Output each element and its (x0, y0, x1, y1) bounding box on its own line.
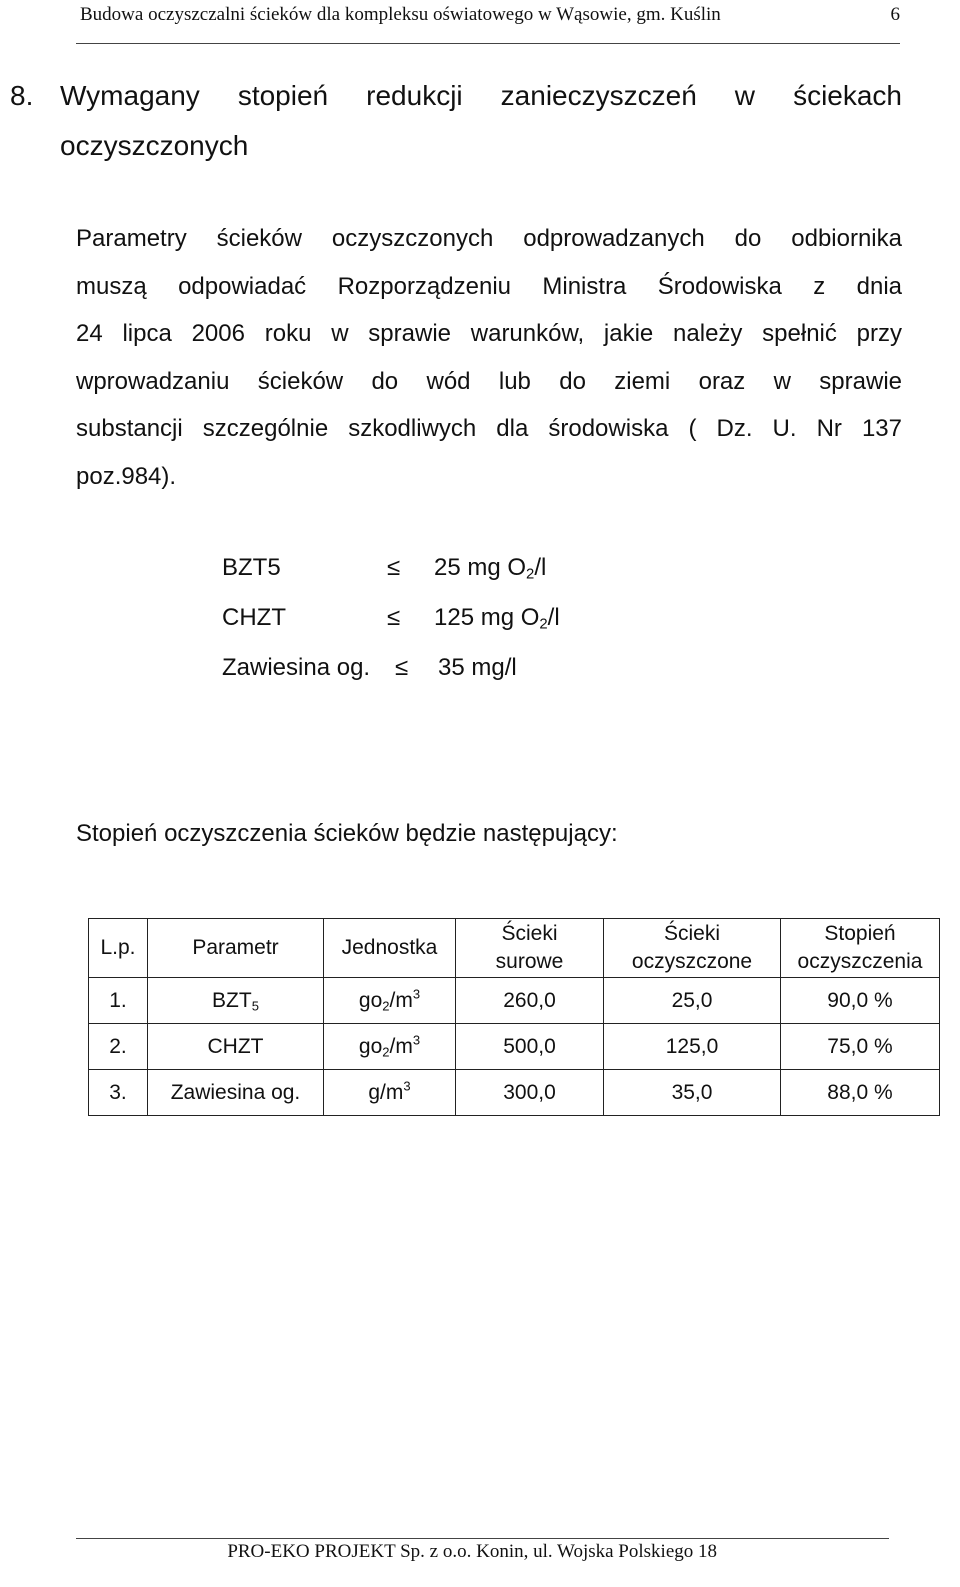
header-stopien-oczyszczenia: Stopień oczyszczenia (781, 919, 940, 978)
header-parametr: Parametr (148, 919, 324, 978)
header-scieki-oczyszczone: Ścieki oczyszczone (604, 919, 781, 978)
cell-parameter: CHZT (148, 1024, 324, 1070)
footer-text: PRO-EKO PROJEKT Sp. z o.o. Konin, ul. Wojska Polskiego 18 (227, 1541, 717, 1562)
section-title-line-1: Wymagany stopień redukcji zanieczyszczeń w ściekach (60, 80, 902, 111)
page-number: 6 (890, 4, 900, 25)
cell-treated: 25,0 (604, 978, 781, 1024)
footer-divider (76, 1538, 889, 1539)
table-row (89, 1070, 940, 1116)
limit-value: 35 mg/l (438, 654, 517, 681)
header-scieki-surowe: Ścieki surowe (456, 919, 604, 978)
cell-unit: $go_2/m^3$ (324, 1024, 456, 1070)
cell-parameter: $BZT_5$ (148, 978, 324, 1024)
table-row (89, 978, 940, 1024)
paragraph-line: muszą odpowiadać Rozporządzeniu Ministra Środowiska z dnia (76, 272, 902, 300)
less-or-equal-symbol: ≤ (395, 654, 409, 681)
limit-name: CHZT (222, 604, 286, 631)
cell-unit: $go_2/m^3$ (324, 978, 456, 1024)
cell-treated: 125,0 (604, 1024, 781, 1070)
regulation-paragraph (76, 215, 902, 500)
limit-name: Zawiesina og. (222, 654, 371, 681)
cell-unit: $g/m^3$ (324, 1070, 456, 1116)
paragraph-line: 24 lipca 2006 roku w sprawie warunków, jakie należy spełnić przy (76, 320, 902, 347)
page-footer (0, 1541, 889, 1563)
less-or-equal-symbol: ≤ (387, 604, 401, 631)
limit-value: 125 mg $O_2/l$ (434, 604, 560, 633)
paragraph-line: wprowadzaniu ścieków do wód lub do ziemi oraz w sprawie (76, 367, 902, 395)
section-number: 8. (10, 80, 34, 111)
cell-degree: 75,0 % (781, 1024, 940, 1070)
cell-degree: 88,0 % (781, 1070, 940, 1116)
header-divider (76, 43, 900, 44)
cell-lp: 2. (89, 1024, 148, 1070)
table-header-row (89, 919, 940, 978)
cell-treated: 35,0 (604, 1070, 781, 1116)
header-jednostka: Jednostka (324, 919, 456, 978)
cell-raw: 300,0 (456, 1070, 604, 1116)
header-lp: L.p. (89, 919, 148, 978)
treatment-table (88, 918, 940, 1116)
paragraph-line: poz.984). (76, 462, 177, 490)
treatment-degree-intro: Stopień oczyszczenia ścieków będzie następujący: (76, 820, 618, 847)
document-title: Budowa oczyszczalni ścieków dla kompleksu oświatowego w Wąsowie, gm. Kuślin (80, 4, 721, 25)
paragraph-line: Parametry ścieków oczyszczonych odprowadzanych do odbiornika (76, 225, 902, 252)
table-row (89, 1024, 940, 1070)
cell-parameter: Zawiesina og. (148, 1070, 324, 1116)
limit-name: BZT5 (222, 554, 281, 581)
cell-degree: 90,0 % (781, 978, 940, 1024)
less-or-equal-symbol: ≤ (387, 554, 401, 581)
paragraph-line: substancji szczególnie szkodliwych dla środowiska ( Dz. U. Nr 137 (76, 415, 902, 442)
section-title-line-2: oczyszczonych (60, 130, 249, 161)
limit-value: 25 mg $O_2/l$ (434, 554, 547, 583)
cell-raw: 500,0 (456, 1024, 604, 1070)
cell-lp: 1. (89, 978, 148, 1024)
cell-lp: 3. (89, 1070, 148, 1116)
cell-raw: 260,0 (456, 978, 604, 1024)
